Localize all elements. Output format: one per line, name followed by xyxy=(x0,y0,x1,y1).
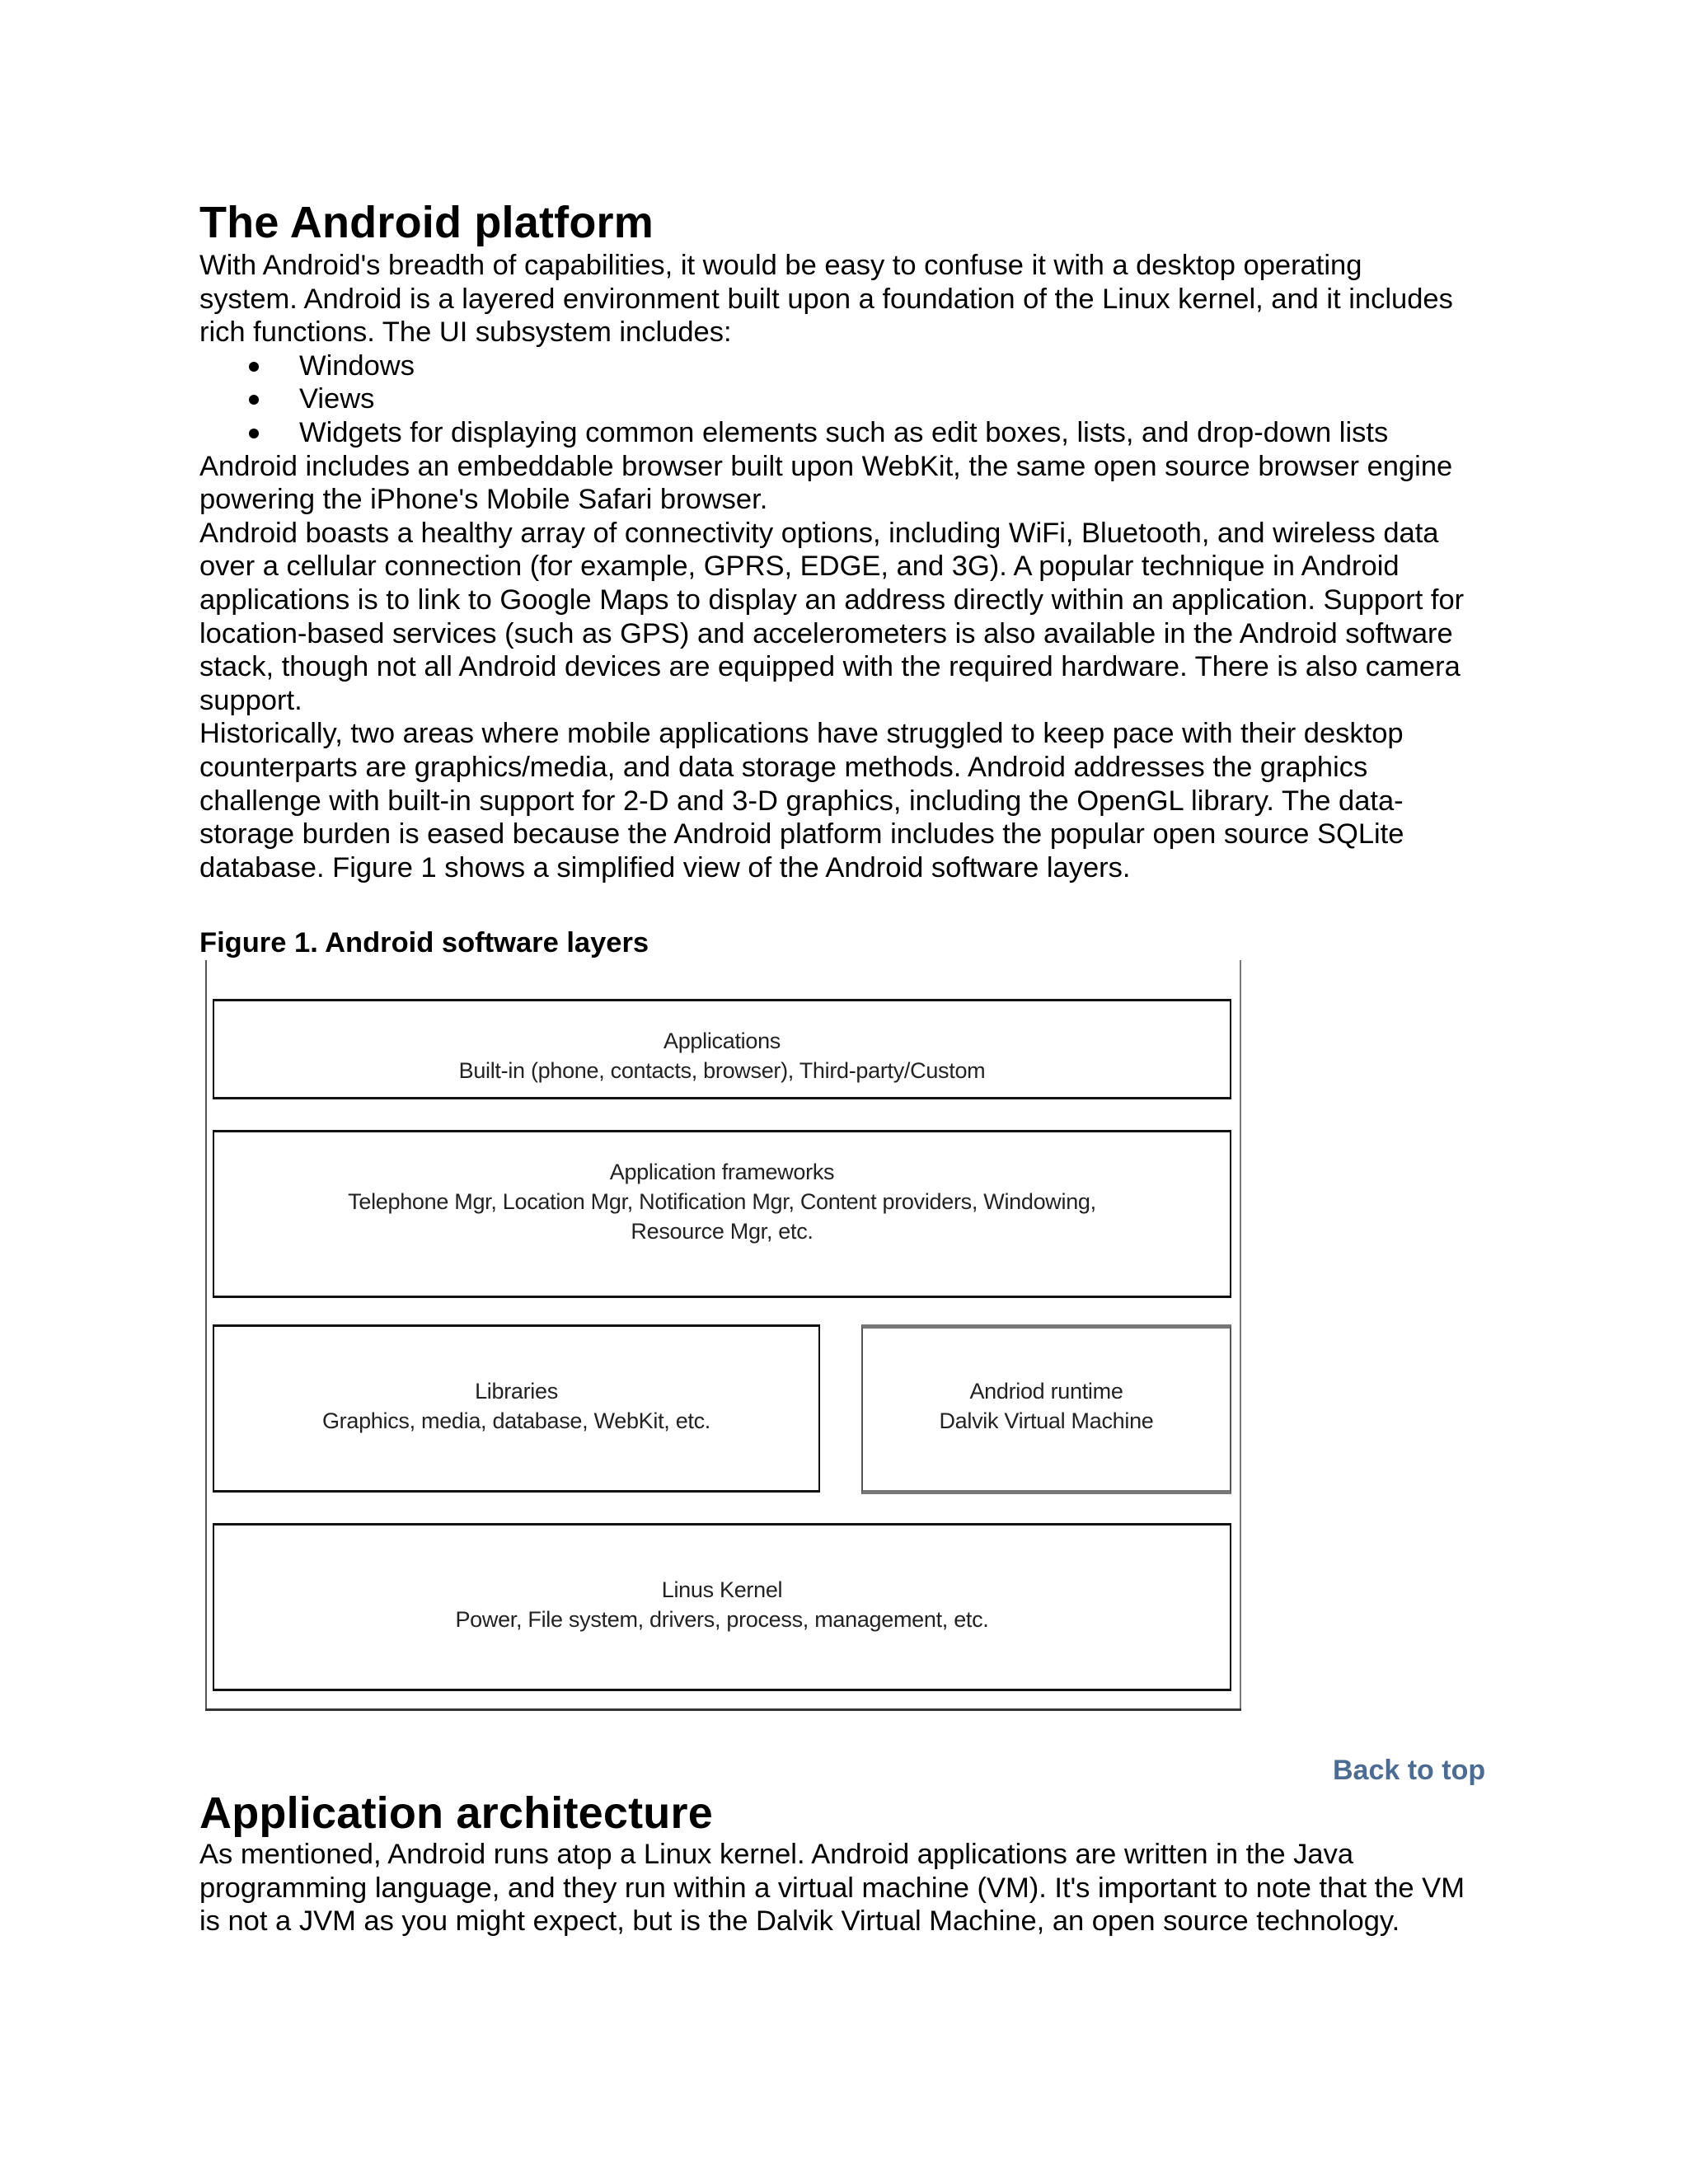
text-line: programming language, and they run within a virtual machine (VM). It's important to note that the VM xyxy=(199,1872,1465,1904)
list-item xyxy=(199,416,1518,450)
text-line: rich functions. The UI subsystem includes: xyxy=(199,316,732,349)
layer-detail: Telephone Mgr, Location Mgr, Notification Mgr, Content providers, Windowing, xyxy=(348,1189,1096,1214)
layer-title: Application frameworks xyxy=(609,1160,835,1184)
layer-libraries xyxy=(213,1324,820,1493)
text-line: applications is to link to Google Maps to display an address directly within an application. Support for xyxy=(199,583,1465,616)
bullet-icon xyxy=(249,429,259,438)
text-line: system. Android is a layered environment built upon a foundation of the Linux kernel, and it includes xyxy=(199,283,1453,315)
list-item-text: Widgets for displaying common elements such as edit boxes, lists, and drop-down lists xyxy=(299,416,1389,448)
back-to-top-link[interactable]: Back to top xyxy=(1333,1755,1486,1786)
layer-title: Libraries xyxy=(475,1379,558,1404)
text-line: location-based services (such as GPS) and accelerometers is also available in the Android software xyxy=(199,617,1453,649)
layer-linux-kernel xyxy=(213,1523,1231,1691)
figure-caption: Figure 1. Android software layers xyxy=(199,927,649,958)
text-line: Historically, two areas where mobile applications have struggled to keep pace with their desktop xyxy=(199,718,1404,750)
text-line: With Android's breadth of capabilities, it would be easy to confuse it with a desktop operating xyxy=(199,250,1362,281)
list-item xyxy=(199,382,1518,416)
figure-frame-left xyxy=(205,960,207,1711)
text-line: over a cellular connection (for example, GPRS, EDGE, and 3G). A popular technique in Android xyxy=(199,551,1400,583)
text-line: database. Figure 1 shows a simplified view of the Android software layers. xyxy=(199,851,1131,883)
layer-detail: Resource Mgr, etc. xyxy=(631,1219,814,1244)
text-line: Android includes an embeddable browser built upon WebKit, the same open source browser engine xyxy=(199,450,1453,482)
text-line: powering the iPhone's Mobile Safari browser. xyxy=(199,484,768,516)
connectivity-paragraph xyxy=(199,517,1518,718)
list-item xyxy=(199,349,1518,383)
layer-title: Andriod runtime xyxy=(969,1379,1123,1404)
architecture-paragraph xyxy=(199,1838,1518,1938)
text-line: Android boasts a healthy array of connectivity options, including WiFi, Bluetooth, and wireless data xyxy=(199,517,1439,549)
intro-paragraph xyxy=(199,249,1518,349)
text-line: storage burden is eased because the Android platform includes the popular open source SQLite xyxy=(199,818,1404,851)
text-line: challenge with built-in support for 2-D and 3-D graphics, including the OpenGL library. The data- xyxy=(199,785,1404,817)
section-heading-android-platform: The Android platform xyxy=(199,198,654,247)
section1-body xyxy=(199,249,1518,884)
layer-detail: Dalvik Virtual Machine xyxy=(939,1408,1154,1433)
layer-android-runtime xyxy=(861,1324,1231,1494)
section2-body xyxy=(199,1838,1518,1938)
layer-detail: Power, File system, drivers, process, management, etc. xyxy=(455,1607,989,1632)
text-line: support. xyxy=(199,684,302,716)
bullet-icon xyxy=(249,362,259,372)
text-line: counterparts are graphics/media, and data storage methods. Android addresses the graphics xyxy=(199,751,1368,783)
graphics-storage-paragraph xyxy=(199,717,1518,884)
figure-frame-right xyxy=(1240,960,1241,1711)
list-item-text: Windows xyxy=(299,349,415,382)
text-line: is not a JVM as you might expect, but is the Dalvik Virtual Machine, an open source technology. xyxy=(199,1905,1400,1938)
text-line: As mentioned, Android runs atop a Linux kernel. Android applications are written in the Java xyxy=(199,1839,1354,1870)
android-software-layers-diagram xyxy=(205,960,1241,1711)
layer-applications xyxy=(213,999,1231,1099)
ui-subsystem-list xyxy=(199,349,1518,450)
layer-title: Applications xyxy=(663,1029,781,1053)
text-line: stack, though not all Android devices are equipped with the required hardware. There is also camera xyxy=(199,651,1461,683)
layer-title: Linus Kernel xyxy=(661,1577,783,1602)
browser-paragraph xyxy=(199,450,1518,517)
figure-frame-bottom xyxy=(205,1708,1241,1711)
section-heading-application-architecture: Application architecture xyxy=(199,1788,713,1838)
layer-detail: Graphics, media, database, WebKit, etc. xyxy=(321,1408,711,1433)
list-item-text: Views xyxy=(299,383,375,415)
bullet-icon xyxy=(249,395,259,405)
layer-detail: Built-in (phone, contacts, browser), Third-party/Custom xyxy=(458,1058,986,1083)
layer-application-frameworks xyxy=(213,1130,1231,1298)
